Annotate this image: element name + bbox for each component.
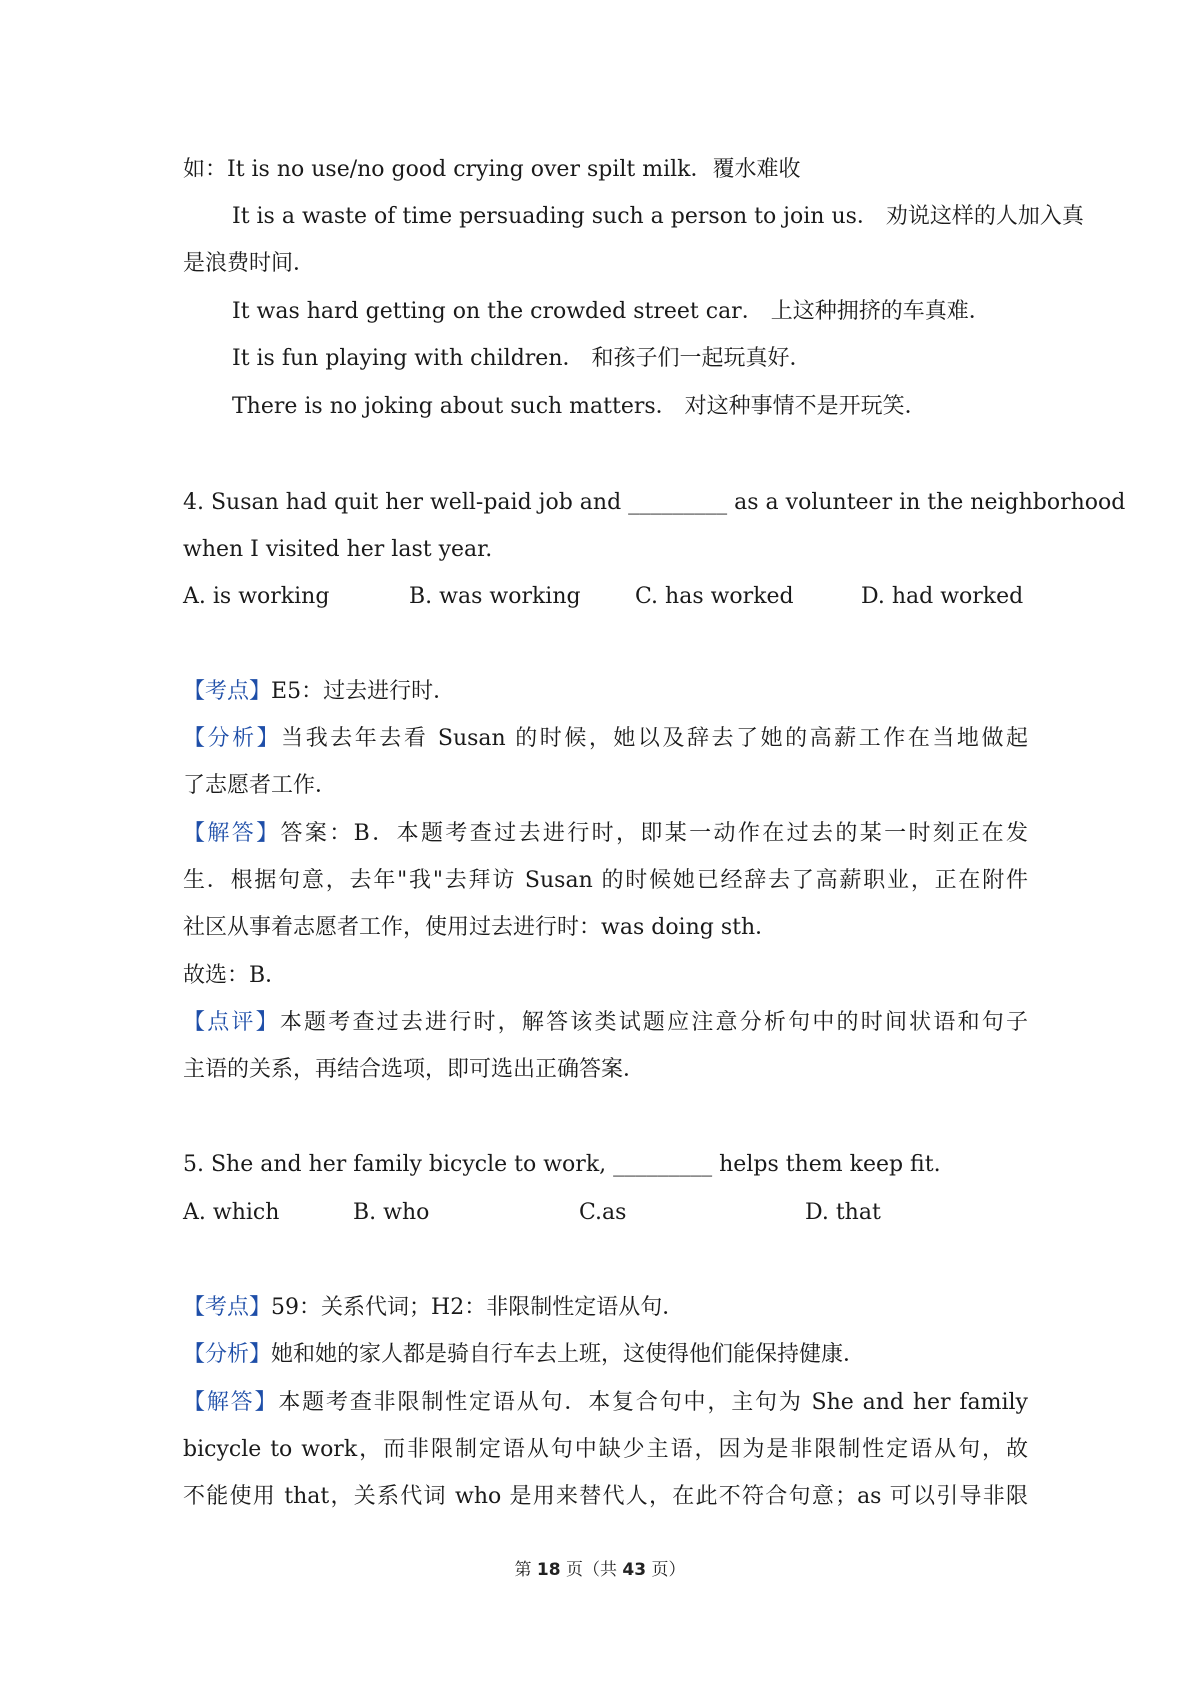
q5-option-c: C.as — [579, 1200, 627, 1225]
q4-jieda-line-2: 生．根据句意，去年"我"去拜访 Susan 的时候她已经辞去了高薪职业，正在附件 — [183, 868, 1028, 893]
q5-stem: 5. She and her family bicycle to work, _________ helps them keep fit. — [183, 1152, 941, 1177]
q4-kaodian-text: E5：过去进行时． — [271, 679, 456, 704]
q4-option-a: A. is working — [183, 584, 330, 609]
q4-jieda-text-1: 答案：B．本题考查过去进行时，即某一动作在过去的某一时刻正在发 — [280, 821, 1028, 846]
q5-option-d: D. that — [805, 1200, 881, 1225]
footer-middle: 页（共 — [566, 1560, 617, 1580]
footer-page-number: 18 — [536, 1560, 561, 1580]
example-line-1a: It is a waste of time persuading such a person to join us． 劝说这样的人加入真 — [232, 204, 1084, 229]
example-intro: 如：It is no use/no good crying over spilt milk．覆水难收 — [183, 157, 801, 182]
q4-fenxi-tag: 【分析】 — [183, 726, 282, 751]
q4-guxuan: 故选：B． — [183, 963, 288, 988]
q5-fenxi-tag: 【分析】 — [183, 1342, 272, 1367]
q4-jieda-line-1 — [183, 819, 1028, 849]
footer-suffix: 页） — [651, 1560, 686, 1580]
q5-jieda-line-2: bicycle to work，而非限制定语从句中缺少主语，因为是非限制性定语从句，故 — [183, 1437, 1028, 1462]
q5-option-a: A. which — [183, 1200, 280, 1225]
q4-option-d: D. had worked — [861, 584, 1024, 609]
q5-kaodian — [183, 1293, 1028, 1323]
q5-fenxi-text: 她和她的家人都是骑自行车去上班，这使得他们能保持健康． — [271, 1342, 866, 1367]
footer-prefix: 第 — [514, 1560, 532, 1580]
q4-kaodian-tag: 【考点】 — [183, 679, 272, 704]
q5-kaodian-text: 59：关系代词；H2：非限制性定语从句． — [271, 1295, 685, 1320]
q4-dianping-tag: 【点评】 — [183, 1010, 280, 1035]
q4-dianping-text-1: 本题考查过去进行时，解答该类试题应注意分析句中的时间状语和句子 — [279, 1010, 1028, 1035]
q5-jieda-tag: 【解答】 — [183, 1390, 279, 1415]
q4-kaodian — [183, 677, 1028, 707]
q4-option-c: C. has worked — [635, 584, 794, 609]
q4-jieda-tag: 【解答】 — [183, 821, 281, 846]
example-line-4: There is no joking about such matters． 对这种事情不是开玩笑． — [232, 394, 927, 419]
example-line-1b: 是浪费时间． — [183, 251, 316, 276]
q4-option-b: B. was working — [409, 584, 581, 609]
q5-jieda-text-1: 本题考查非限制性定语从句．本复合句中，主句为 She and her family — [278, 1390, 1028, 1415]
q4-dianping-line-2: 主语的关系，再结合选项，即可选出正确答案． — [183, 1057, 646, 1082]
q4-fenxi-line-1 — [183, 724, 1028, 754]
q5-jieda-line-3: 不能使用 that，关系代词 who 是用来替代人，在此不符合句意；as 可以引导非限 — [183, 1484, 1028, 1509]
page-footer — [0, 1559, 1200, 1581]
q5-option-b: B. who — [353, 1200, 430, 1225]
q4-stem-line-2: when I visited her last year. — [183, 537, 493, 562]
q4-dianping-line-1 — [183, 1008, 1028, 1038]
example-line-3: It is fun playing with children． 和孩子们一起玩真好． — [232, 346, 812, 371]
q4-fenxi-text-1: 当我去年去看 Susan 的时候，她以及辞去了她的高薪工作在当地做起 — [281, 726, 1028, 751]
example-line-2: It was hard getting on the crowded street car． 上这种拥挤的车真难． — [232, 299, 991, 324]
footer-total-pages: 43 — [622, 1560, 647, 1580]
q4-jieda-line-3: 社区从事着志愿者工作，使用过去进行时：was doing sth． — [183, 915, 778, 940]
q4-fenxi-line-2: 了志愿者工作． — [183, 773, 338, 798]
q5-kaodian-tag: 【考点】 — [183, 1295, 272, 1320]
q4-stem-line-1: 4. Susan had quit her well-paid job and _________ as a volunteer in the neighborhood — [183, 490, 1126, 515]
q5-fenxi — [183, 1340, 1028, 1370]
q5-jieda-line-1 — [183, 1388, 1028, 1418]
